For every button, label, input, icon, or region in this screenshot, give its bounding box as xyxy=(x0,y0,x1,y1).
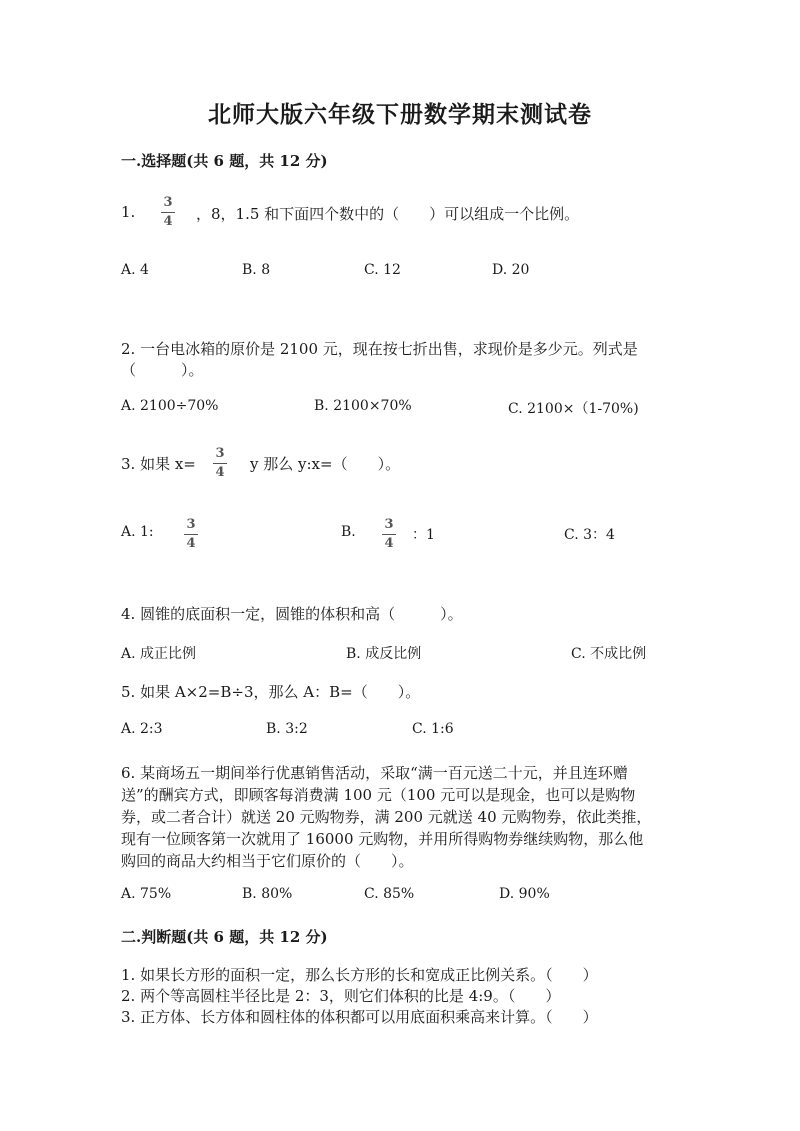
question-number: 1. xyxy=(121,203,136,221)
judge-question-2: 2. 两个等高圆柱半径比是 2：3，则它们体积的比是 4:9。（ ） xyxy=(121,987,561,1005)
fraction-three-quarters xyxy=(210,446,230,481)
fraction-three-quarters xyxy=(379,517,399,552)
fraction-denominator: 4 xyxy=(384,536,394,551)
option-c[interactable]: C. 1:6 xyxy=(412,721,454,737)
option-d[interactable]: D. 20 xyxy=(492,262,530,278)
option-a[interactable]: A. 2100÷70% xyxy=(121,398,219,414)
question-text-line-2: 送”的酬宾方式，即顾客每消费满 100 元（100 元可以是现金，也可以是购物 xyxy=(121,786,636,804)
option-a[interactable]: A. 成正比例 xyxy=(121,646,197,662)
page-title: 北师大版六年级下册数学期末测试卷 xyxy=(208,101,592,128)
option-c[interactable]: C. 3：4 xyxy=(564,527,615,543)
option-c[interactable]: C. 不成比例 xyxy=(571,646,647,662)
question-text-line-5: 购回的商品大约相当于它们原价的（ ）。 xyxy=(121,852,414,870)
fraction-bar xyxy=(213,463,227,464)
option-d[interactable]: D. 90% xyxy=(499,886,550,902)
question-text-suffix: y 那么 y:x=（ ）。 xyxy=(250,455,401,473)
question-text-line-2: （ ）。 xyxy=(121,361,204,379)
judge-question-3: 3. 正方体、长方体和圆柱体的体积都可以用底面积乘高来计算。（ ） xyxy=(121,1008,598,1026)
option-b[interactable]: B. 3:2 xyxy=(266,721,308,737)
fraction-denominator: 4 xyxy=(163,214,173,229)
option-b[interactable]: B. xyxy=(341,524,356,540)
question-text: 4. 圆锥的底面积一定，圆锥的体积和高（ ）。 xyxy=(121,605,463,623)
question-text: ，8，1.5 和下面四个数中的（ ）可以组成一个比例。 xyxy=(196,205,580,223)
option-a[interactable]: A. 2:3 xyxy=(121,721,163,737)
question-text-line-4: 现有一位顾客第一次就用了 16000 元购物，并用所得购物券继续购物，那么他 xyxy=(121,830,644,848)
fraction-numerator: 3 xyxy=(215,446,225,461)
fraction-denominator: 4 xyxy=(215,465,225,480)
question-text-line-3: 券，或二者合计）就送 20 元购物券，满 200 元就送 40 元购物券，依此类推， xyxy=(121,808,652,826)
question-text-prefix: 3. 如果 x= xyxy=(121,455,196,473)
section-heading-true-false: 二.判断题(共 6 题，共 12 分) xyxy=(121,928,328,946)
option-b[interactable]: B. 80% xyxy=(242,886,293,902)
fraction-three-quarters xyxy=(181,517,201,552)
option-a[interactable]: A. 1: xyxy=(121,524,154,540)
option-b[interactable]: B. 成反比例 xyxy=(346,646,422,662)
fraction-denominator: 4 xyxy=(186,536,196,551)
question-text: 5. 如果 A×2=B÷3，那么 A：B=（ ）。 xyxy=(121,683,421,701)
fraction-three-quarters xyxy=(158,195,178,230)
option-b-suffix: ：1 xyxy=(412,527,435,543)
fraction-numerator: 3 xyxy=(163,195,173,210)
option-b[interactable]: B. 8 xyxy=(242,262,271,278)
question-text-line-1: 2. 一台电冰箱的原价是 2100 元，现在按七折出售，求现价是多少元。列式是 xyxy=(121,340,638,358)
fraction-numerator: 3 xyxy=(186,517,196,532)
section-heading-choice: 一.选择题(共 6 题，共 12 分) xyxy=(121,152,328,170)
option-a[interactable]: A. 4 xyxy=(121,262,149,278)
question-text-line-1: 6. 某商场五一期间举行优惠销售活动，采取“满一百元送二十元，并且连环赠 xyxy=(121,764,628,782)
fraction-numerator: 3 xyxy=(384,517,394,532)
option-a[interactable]: A. 75% xyxy=(121,886,172,902)
option-c[interactable]: C. 2100×（1-70%) xyxy=(508,401,639,417)
judge-question-1: 1. 如果长方形的面积一定，那么长方形的长和宽成正比例关系。（ ） xyxy=(121,966,598,984)
fraction-bar xyxy=(184,534,198,535)
fraction-bar xyxy=(161,212,175,213)
fraction-bar xyxy=(382,534,396,535)
option-c[interactable]: C. 85% xyxy=(364,886,415,902)
option-c[interactable]: C. 12 xyxy=(364,262,401,278)
option-b[interactable]: B. 2100×70% xyxy=(314,398,412,414)
